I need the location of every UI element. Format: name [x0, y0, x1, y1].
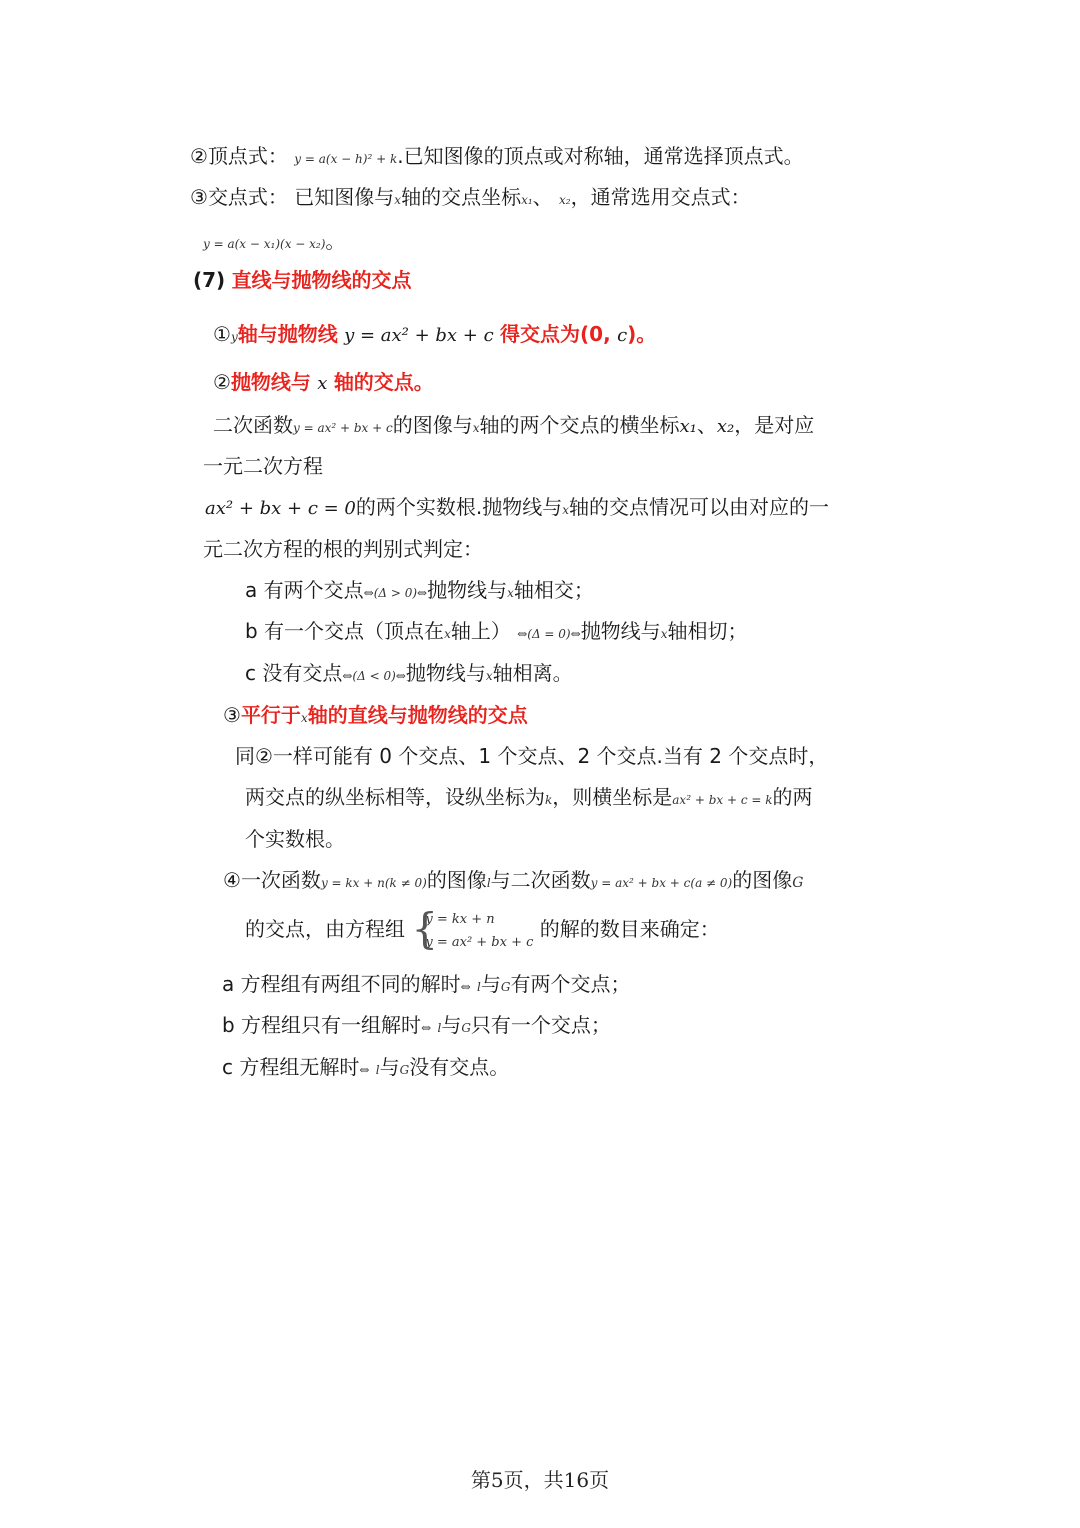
- circle-number-3: ③: [190, 185, 208, 209]
- var-x: x: [300, 711, 308, 725]
- iff-arrow: ⇔: [517, 627, 528, 641]
- intercept-formula-line: [203, 227, 345, 258]
- var-x: x: [485, 669, 493, 683]
- var-l: l: [477, 980, 481, 994]
- intersection-point-end: )。: [627, 322, 657, 346]
- system-case-c-line: [222, 1053, 509, 1084]
- delta-negative: (Δ < 0): [352, 669, 396, 683]
- intercept-form-line: [190, 183, 751, 214]
- var-x: x: [472, 421, 480, 435]
- with-text: 与: [480, 972, 501, 996]
- separator: 、: [696, 413, 717, 437]
- system-case-c-result: 没有交点。: [409, 1055, 510, 1079]
- case-a-line: [245, 576, 594, 607]
- iff-arrow: ⇔: [363, 586, 374, 600]
- iff-arrow: ⇔: [395, 669, 406, 683]
- var-x2: x₂: [559, 193, 571, 207]
- system-case-b-text: b 方程组只有一组解时: [222, 1013, 422, 1037]
- circle-number-3b: ③: [223, 703, 241, 727]
- linear-text-3: 与二次函数: [490, 868, 591, 892]
- parallel-heading-text-1: 平行于: [240, 703, 301, 727]
- circle-number-2b: ②: [213, 370, 231, 394]
- var-l: l: [375, 1063, 380, 1077]
- parabola-formula: y = ax² + bx + c: [344, 325, 494, 346]
- vertex-form-label: 顶点式：: [207, 144, 288, 168]
- section-title: 直线与抛物线的交点: [231, 268, 412, 292]
- var-x: x: [444, 627, 451, 641]
- system-case-b-result: 只有一个交点；: [470, 1013, 611, 1037]
- quadratic-paragraph-line-1: [213, 411, 814, 442]
- iff-arrow: ⇔: [421, 1021, 432, 1035]
- var-x: x: [317, 373, 328, 394]
- system-case-a-text: a 方程组有两组不同的解时: [222, 972, 461, 996]
- parallel-text-5: 个实数根。: [245, 827, 345, 851]
- system-case-a-line: [222, 970, 630, 1001]
- circle-number-4: ④: [223, 868, 241, 892]
- system-text-1: 的交点，由方程组: [245, 917, 405, 941]
- case-c-result-1: 抛物线与: [405, 661, 486, 685]
- parallel-equation: ax² + bx + c = k: [672, 793, 773, 807]
- x-axis-intersection-heading: [213, 368, 434, 398]
- separator: 、: [532, 185, 553, 209]
- system-case-b-line: [222, 1011, 611, 1042]
- case-b-result-2: 轴相切；: [667, 619, 748, 643]
- period: 。: [325, 229, 346, 253]
- delta-zero: (Δ = 0): [527, 627, 571, 641]
- quadratic-formula: y = ax² + bx + c: [293, 421, 393, 435]
- vertex-form-formula: y = a(x − h)² + k: [294, 152, 398, 166]
- x-axis-heading-text-2: 轴的交点。: [333, 370, 434, 394]
- circle-number-2: ②: [190, 144, 208, 168]
- intercept-form-label: 交点式：: [207, 185, 288, 209]
- parallel-paragraph-line-1: [235, 742, 828, 770]
- case-a-text: a 有两个交点: [245, 578, 364, 602]
- linear-text-4: 的图像: [732, 868, 793, 892]
- iff-arrow: ⇔: [417, 586, 428, 600]
- para-text-8: 元二次方程的根的判别式判定：: [203, 537, 483, 561]
- section-number: (7): [193, 268, 226, 292]
- vertex-form-text: .已知图像的顶点或对称轴，通常选择顶点式。: [397, 144, 804, 168]
- para-text-4: ，是对应: [734, 413, 815, 437]
- parallel-line-heading: [223, 701, 528, 732]
- intercept-text-3: ，通常选用交点式：: [570, 185, 751, 209]
- quadratic-paragraph-line-4: [203, 535, 483, 563]
- var-x: x: [507, 586, 514, 600]
- para-text-2: 的图像与: [392, 413, 473, 437]
- var-x: x: [562, 503, 570, 517]
- case-c-line: [245, 659, 573, 690]
- intersection-point-text: 得交点为(0,: [500, 322, 611, 346]
- para-text-7: 轴的交点情况可以由对应的一: [569, 495, 830, 519]
- intercept-form-formula: y = a(x − x₁)(x − x₂): [203, 237, 326, 251]
- intercept-text-1: 已知图像与: [294, 185, 395, 209]
- var-G: G: [399, 1063, 410, 1077]
- var-l: l: [437, 1021, 442, 1035]
- var-k: k: [545, 793, 553, 807]
- system-case-a-result: 有两个交点；: [510, 972, 631, 996]
- parallel-paragraph-line-2: [245, 783, 813, 814]
- parallel-text-1: 同②一样可能有 0 个交点、1 个交点、2 个交点.当有 2 个交点时，: [235, 744, 829, 768]
- parallel-heading-text-2: 轴的直线与抛物线的交点: [307, 703, 528, 727]
- var-G: G: [461, 1021, 471, 1035]
- var-c: c: [617, 325, 628, 346]
- para-text-1: 二次函数: [213, 413, 293, 437]
- var-l: l: [486, 876, 491, 890]
- quadratic-paragraph-line-2: [203, 452, 323, 480]
- x-axis-heading-text-1: 抛物线与: [230, 370, 311, 394]
- var-G: G: [792, 875, 804, 891]
- linear-quadratic-line-1: [223, 866, 803, 897]
- case-c-result-2: 轴相离。: [492, 661, 573, 685]
- case-b-text: b 有一个交点（顶点在: [245, 619, 445, 643]
- quadratic-function-formula: y = ax² + bx + c(a ≠ 0): [590, 876, 733, 890]
- case-b-text-2: 轴上）: [450, 619, 511, 643]
- iff-arrow: ⇔: [342, 669, 353, 683]
- equation-system: [411, 903, 534, 954]
- var-x: x: [394, 193, 402, 207]
- var-x1: x₁: [679, 416, 697, 437]
- var-y: y: [230, 330, 238, 344]
- quadratic-equation: ax² + bx + c = 0: [205, 498, 356, 519]
- with-text: 与: [379, 1055, 400, 1079]
- para-text-3: 轴的两个交点的横坐标: [479, 413, 680, 437]
- parallel-text-2: 两交点的纵坐标相等，设纵坐标为: [245, 785, 545, 809]
- system-case-c-text: c 方程组无解时: [222, 1055, 360, 1079]
- case-b-result-1: 抛物线与: [580, 619, 661, 643]
- left-brace: {: [411, 903, 439, 953]
- section-heading: [193, 266, 412, 294]
- iff-arrow: ⇔: [359, 1063, 370, 1077]
- page-footer: 第5页，共16页: [470, 1468, 610, 1492]
- linear-text-1: 一次函数: [240, 868, 321, 892]
- case-b-line: [245, 617, 747, 648]
- y-axis-intersection-line: [213, 320, 656, 351]
- vertex-form-line: [190, 142, 804, 173]
- parallel-text-3: ，则横坐标是: [552, 785, 673, 809]
- var-x1: x₁: [521, 193, 533, 207]
- var-x: x: [660, 627, 668, 641]
- var-x2: x₂: [716, 416, 735, 437]
- delta-positive: (Δ > 0): [373, 586, 418, 600]
- para-text-5: 一元二次方程: [203, 454, 323, 478]
- system-equation-2: y = ax² + bx + c: [425, 934, 534, 950]
- system-equation-1: y = kx + n: [425, 911, 495, 927]
- case-a-result-1: 抛物线与: [427, 578, 508, 602]
- system-text-2: 的解的数目来确定：: [539, 917, 720, 941]
- var-G: G: [500, 980, 511, 994]
- intercept-text-2: 轴的交点坐标: [401, 185, 522, 209]
- iff-arrow: ⇔: [570, 627, 581, 641]
- circle-number-1: ①: [213, 322, 231, 346]
- linear-quadratic-line-2: [245, 903, 720, 954]
- linear-function-formula: y = kx + n(k ≠ 0): [320, 876, 427, 890]
- parallel-paragraph-line-3: [245, 825, 345, 853]
- iff-arrow: ⇔: [460, 980, 471, 994]
- para-text-6: 的两个实数根.抛物线与: [355, 495, 563, 519]
- with-text: 与: [441, 1013, 462, 1037]
- linear-text-2: 的图像: [426, 868, 487, 892]
- quadratic-paragraph-line-3: [205, 493, 829, 524]
- parallel-text-4: 的两: [772, 785, 813, 809]
- case-a-result-2: 轴相交；: [513, 578, 594, 602]
- y-axis-text: 轴与抛物线: [237, 322, 338, 346]
- case-c-text: c 没有交点: [245, 661, 343, 685]
